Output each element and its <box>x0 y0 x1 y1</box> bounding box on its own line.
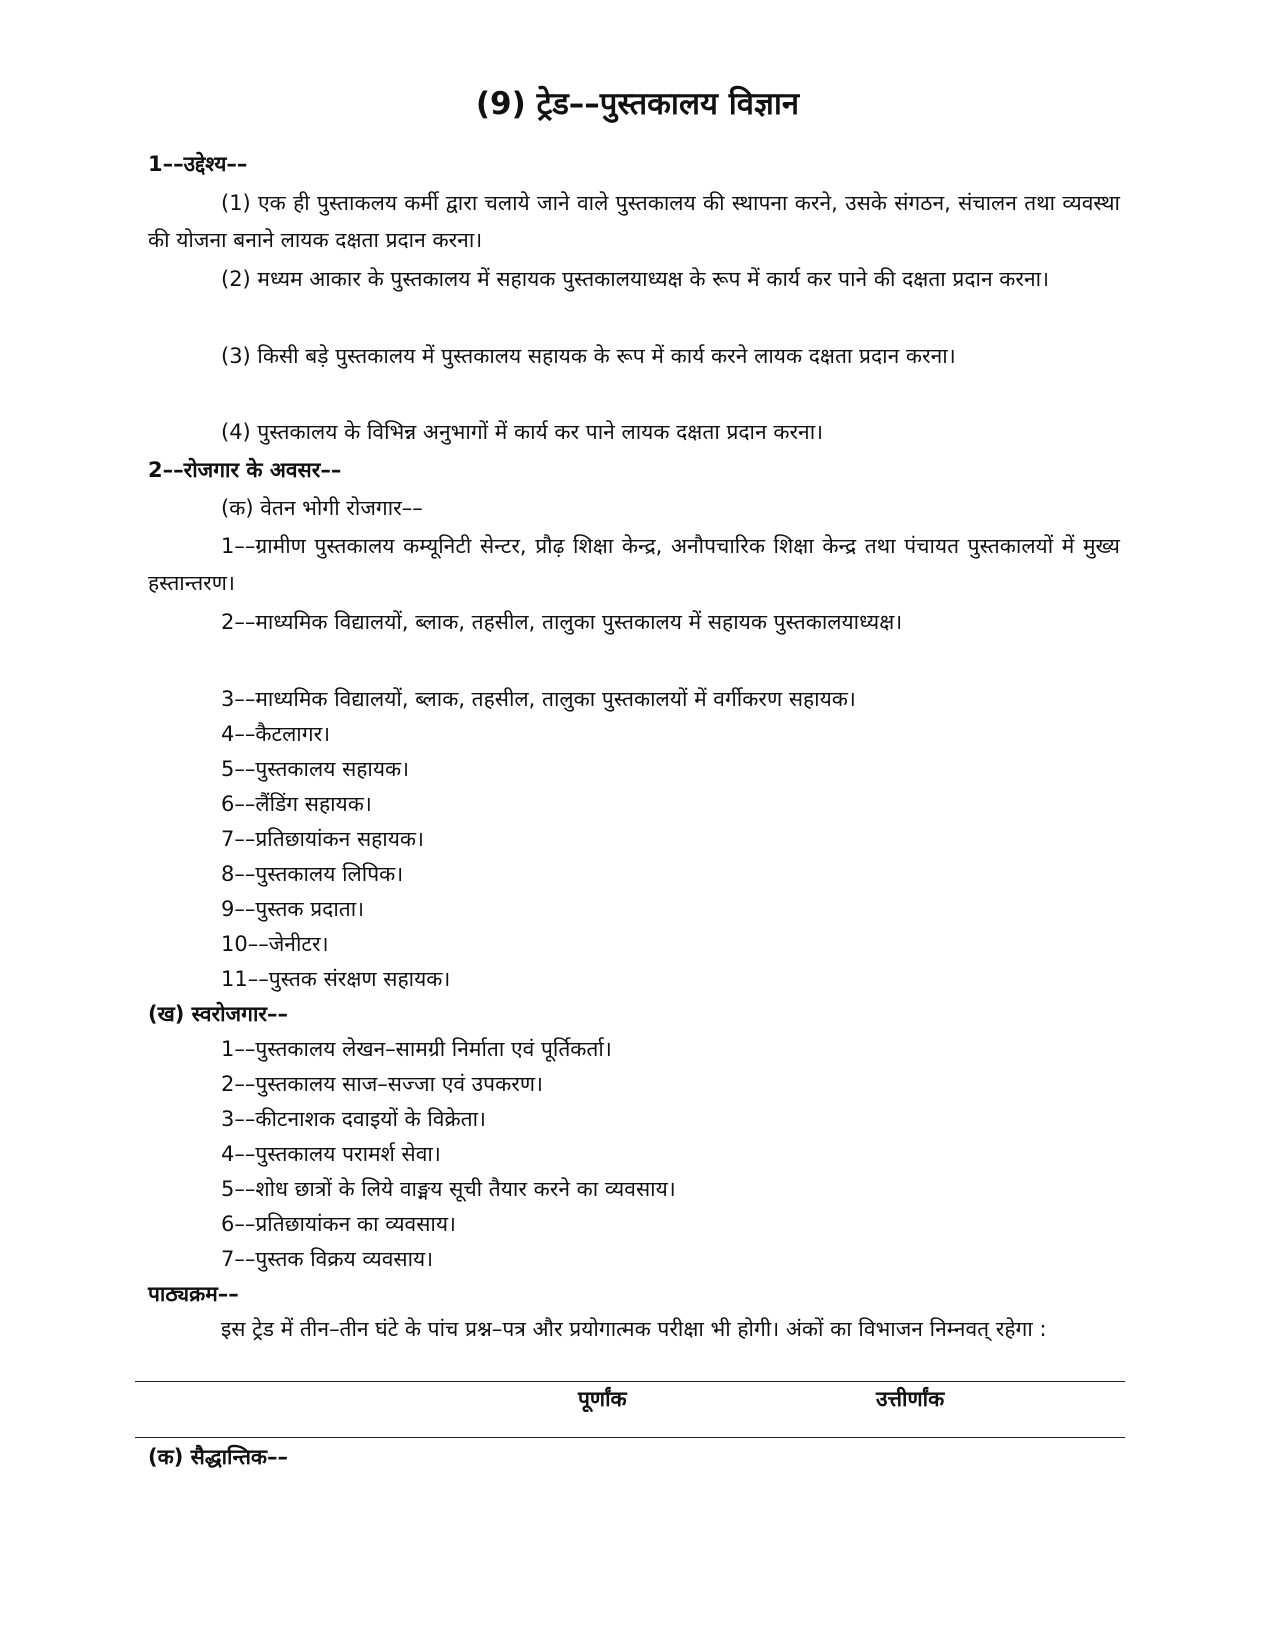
self-employment-item: 7––पुस्तक विक्रय व्यवसाय। <box>221 1247 434 1271</box>
salaried-item: 1––ग्रामीण पुस्तकालय कम्यूनिटी सेन्टर, प्रौढ़ शिक्षा केन्द्र, अनौपचारिक शिक्षा केन्द्र तथा पंचायत पुस्तकालयों में मुख्य हस्तान्तरण। <box>148 534 1120 595</box>
subsection-heading-self-employment: (ख) स्वरोजगार–– <box>148 1002 288 1026</box>
salaried-item: 4––कैटलागर। <box>221 722 331 746</box>
salaried-item: 10––जेनीटर। <box>221 932 329 956</box>
section-heading-syllabus: पाठ्यक्रम–– <box>148 1282 239 1306</box>
salaried-item: 11––पुस्तक संरक्षण सहायक। <box>221 967 451 991</box>
self-employment-item: 4––पुस्तकालय परामर्श सेवा। <box>221 1142 441 1166</box>
salaried-item: 6––लैंडिंग सहायक। <box>221 792 372 816</box>
salaried-item: 8––पुस्तकालय लिपिक। <box>221 862 404 886</box>
salaried-item: 2––माध्यमिक विद्यालयों, ब्लाक, तहसील, तालुका पुस्तकालय में सहायक पुस्तकालयाध्यक्ष। <box>221 610 903 634</box>
section-heading-employment: 2––रोजगार के अवसर–– <box>148 458 342 482</box>
salaried-item: 9––पुस्तक प्रदाता। <box>221 897 365 921</box>
self-employment-item: 2––पुस्तकालय साज–सज्जा एवं उपकरण। <box>221 1072 543 1096</box>
syllabus-paragraph: इस ट्रेड में तीन–तीन घंटे के पांच प्रश्न–पत्र और प्रयोगात्मक परीक्षा भी होगी। अंकों का विभाजन निम्नवत् रहेगा : <box>221 1317 1047 1341</box>
page-title: (9) ट्रेड––पुस्तकालय विज्ञान <box>475 86 800 122</box>
subsection-heading-salaried: (क) वेतन भोगी रोजगार–– <box>221 496 423 520</box>
objective-paragraph: (1) एक ही पुस्ताकलय कर्मी द्वारा चलाये जाने वाले पुस्तकालय की स्थापना करने, उसके संगठन, संचालन तथा व्यवस्था की योजना बनाने लायक दक्षता प्रदान करना। <box>148 191 1120 252</box>
section-heading-objectives: 1––उद्देश्य–– <box>148 152 248 176</box>
salaried-item: 7––प्रतिछायांकन सहायक। <box>221 827 425 851</box>
self-employment-item: 6––प्रतिछायांकन का व्यवसाय। <box>221 1212 457 1236</box>
column-header-max-marks: पूर्णांक <box>578 1387 627 1411</box>
table-header-rule <box>135 1437 1125 1438</box>
self-employment-item: 5––शोध छात्रों के लिये वाङ्मय सूची तैयार करने का व्यवसाय। <box>221 1177 676 1201</box>
subsection-heading-theory: (क) सैद्धान्तिक–– <box>148 1445 289 1469</box>
objective-paragraph: (4) पुस्तकालय के विभिन्न अनुभागों में कार्य कर पाने लायक दक्षता प्रदान करना। <box>221 420 824 444</box>
objective-paragraph: (3) किसी बड़े पुस्तकालय में पुस्तकालय सहायक के रूप में कार्य करने लायक दक्षता प्रदान करना। <box>221 344 956 368</box>
self-employment-item: 3––कीटनाशक दवाइयों के विक्रेता। <box>221 1107 486 1131</box>
salaried-item: 3––माध्यमिक विद्यालयों, ब्लाक, तहसील, तालुका पुस्तकालयों में वर्गीकरण सहायक। <box>221 687 856 711</box>
table-top-rule <box>135 1381 1125 1382</box>
salaried-item: 5––पुस्तकालय सहायक। <box>221 757 410 781</box>
objective-paragraph: (2) मध्यम आकार के पुस्तकालय में सहायक पुस्तकालयाध्यक्ष के रूप में कार्य कर पाने की दक्षता प्रदान करना। <box>221 267 1050 291</box>
column-header-pass-marks: उत्तीर्णांक <box>876 1387 945 1411</box>
self-employment-item: 1––पुस्तकालय लेखन–सामग्री निर्माता एवं पूर्तिकर्ता। <box>221 1037 612 1061</box>
